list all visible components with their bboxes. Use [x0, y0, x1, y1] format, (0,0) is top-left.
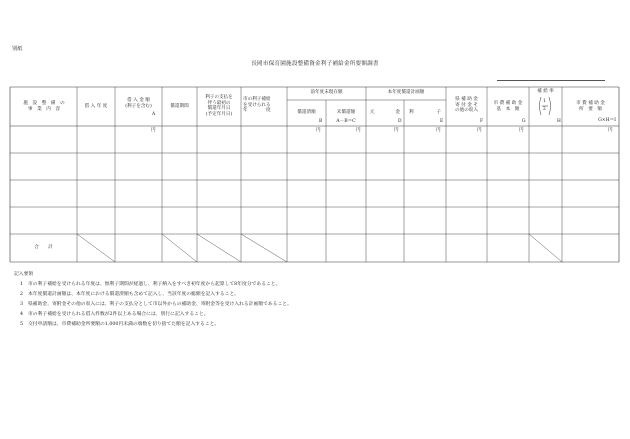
- header-repaid-amount: 償還済額: [297, 110, 316, 115]
- instructions-heading: 記入要領: [14, 272, 34, 277]
- header-first-repayment-date: 利子の支払を 伴う最初の 償還年月日 (予定年月日): [205, 95, 233, 117]
- yen-mark: 円: [477, 128, 482, 133]
- form-label: 別紙: [12, 46, 23, 52]
- header-interest: 利 子: [409, 110, 441, 115]
- header-letter-a: A: [152, 112, 156, 117]
- signature-line: [497, 80, 605, 81]
- total-row-label: 合 計: [34, 245, 53, 250]
- header-required-amount: 市 費 補 助 金 所 要 額: [576, 101, 605, 112]
- header-group-prev-year: 前年度末現在額: [310, 90, 343, 95]
- header-base-amount: 市 費 補 助 金 基 本 額: [493, 101, 523, 112]
- yen-mark: 円: [356, 128, 361, 133]
- header-letter-f: F: [480, 119, 484, 124]
- header-group-this-year: 本年度償還計画額: [387, 90, 425, 95]
- instructions: [14, 270, 604, 330]
- header-letter-g: G: [522, 119, 526, 124]
- header-subsidy-years: 市の利子補給 を受けられる 年 度: [243, 97, 271, 114]
- yen-mark: 円: [316, 128, 321, 133]
- fraction-denominator: 2: [543, 107, 546, 112]
- instruction-item: 4 市の利子補給を受けられる借入件数が2件以上ある場合には、別行に記入すること。: [20, 312, 209, 317]
- header-letter-h: H: [557, 119, 561, 124]
- header-formula-c: A－B＝C: [336, 119, 356, 124]
- yen-mark: 円: [151, 128, 156, 133]
- fraction-numerator: 1: [543, 99, 546, 104]
- instruction-item: 2 本年度償還計画額は、本年度における償還済額も含めて記入し、当該年度の総額を記入すること。: [20, 292, 240, 297]
- header-other-income: 県 補 助 金 寄 付 金 そ の他の収入: [455, 97, 478, 114]
- header-project-content: 施 設 整 備 の 事 業 内 容: [23, 101, 65, 112]
- header-letter-d: D: [398, 119, 402, 124]
- instruction-item: 5 交付申請額は、市費補助金所要額の1,000円未満の端数を切り捨てた額を記入すること。: [20, 322, 220, 327]
- yen-mark: 円: [394, 128, 399, 133]
- header-repayment-period: 償還期間: [170, 104, 189, 109]
- header-borrow-amount: 借 入 金 額 (利子を含む): [125, 98, 152, 109]
- header-subsidy-rate: 補 給 率: [537, 89, 554, 94]
- instruction-item: 3 県補助金、寄附金その他の収入には、利子の支払分として市以外からの補助金、寄附金等を受け入れる計画額であること。: [20, 302, 292, 307]
- header-letter-b: B: [319, 119, 323, 124]
- instruction-item: 1 市の利子補給を受けられる年度は、無利子期間が経過し、利子納入をすべき初年度から起算して8年度分であること。: [20, 282, 281, 287]
- yen-mark: 円: [519, 128, 524, 133]
- yen-mark: 円: [608, 128, 613, 133]
- document-title: 長岡市保育園施設整備資金利子補給金所要額調書: [251, 61, 379, 67]
- yen-mark: 円: [436, 128, 441, 133]
- header-letter-e: E: [440, 119, 444, 124]
- subsidy-rate-fraction: [538, 96, 552, 116]
- header-borrow-year: 借 入 年 度: [84, 104, 108, 109]
- header-principal: 元 金: [370, 110, 400, 115]
- header-unrepaid-amount: 未償還額: [336, 110, 356, 115]
- header-formula-i: G×H＝I: [598, 118, 616, 123]
